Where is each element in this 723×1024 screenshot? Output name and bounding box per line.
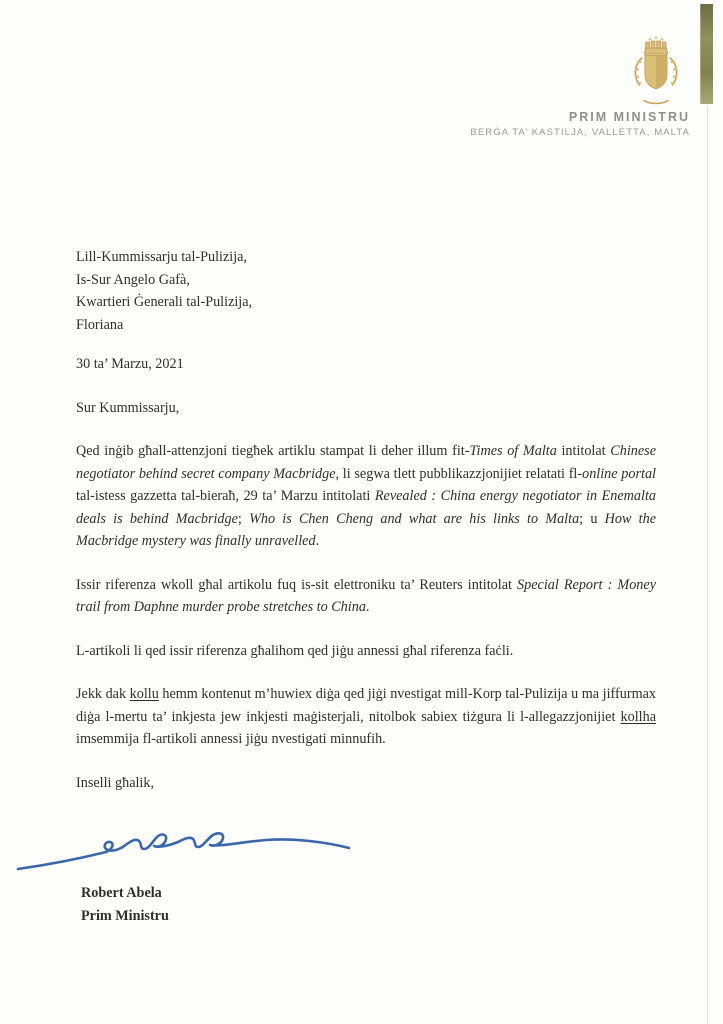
signer-name: Robert Abela: [81, 885, 162, 901]
paragraph-1: Qed inġib għall-attenzjoni tiegħek artiklu stampat li deher illum fit-Times of Malta intitolat Chinese negotiator behind secret company Macbridge, li segwa tlett pubblikazzjonijiet relatati fl-online portal tal-istess gazzetta tal-bieraħ, 29 ta’ Marzu intitolati Revealed : China energy negotiator in Enemalta deals is behind Macbridge; Who is Chen Cheng and what are his links to Malta; u How the Macbridge mystery was finally unravelled.: [76, 443, 656, 549]
signature-autograph-icon: [16, 822, 656, 878]
recipient-line: Lill-Kummissarju tal-Pulizija,: [76, 249, 248, 265]
salutation: Sur Kummissarju,: [76, 399, 180, 416]
paragraph-4: Jekk dak kollu hemm kontenut m’huwiex diġa qed jiġi nvestigat mill-Korp tal-Pulizija u ma jiffurmax diġa l-mertu ta’ inkjesta jew inkjesti maġisterjali, nitolbok sabiex tiżgura li l-allegazzjonijiet kollha imsemmija fl-artikoli annessi jiġu nvestigati minnufih.: [76, 686, 656, 747]
recipient-line: Floriana: [76, 316, 124, 333]
gold-foil-bar: [700, 4, 713, 104]
letter-body: [76, 246, 656, 927]
recipient-line: Is-Sur Angelo Gafà,: [76, 271, 190, 288]
letterhead-office-block: [470, 110, 690, 138]
malta-coat-of-arms-icon: [623, 32, 689, 114]
scan-crease-line: [707, 106, 708, 1024]
paragraph-2: Issir riferenza wkoll għal artikolu fuq is-sit elettroniku ta’ Reuters intitolat Special Report : Money trail from Daphne murder probe stretches to China.: [76, 576, 656, 615]
paragraph-3: L-artikoli li qed issir riferenza għalihom qed jiġu annessi għal riferenza faċli.: [76, 642, 514, 659]
recipient-line: Kwartieri Ġenerali tal-Pulizija,: [76, 294, 253, 310]
signer-title: Prim Ministru: [81, 907, 169, 924]
office-address: BERĠA TA’ KASTILJA, VALLETTA, MALTA: [470, 127, 690, 138]
office-title: PRIM MINISTRU: [568, 110, 690, 124]
date-line: 30 ta’ Marzu, 2021: [76, 356, 184, 372]
recipient-block: [76, 246, 656, 336]
closing-line: Inselli għalik,: [76, 774, 155, 791]
